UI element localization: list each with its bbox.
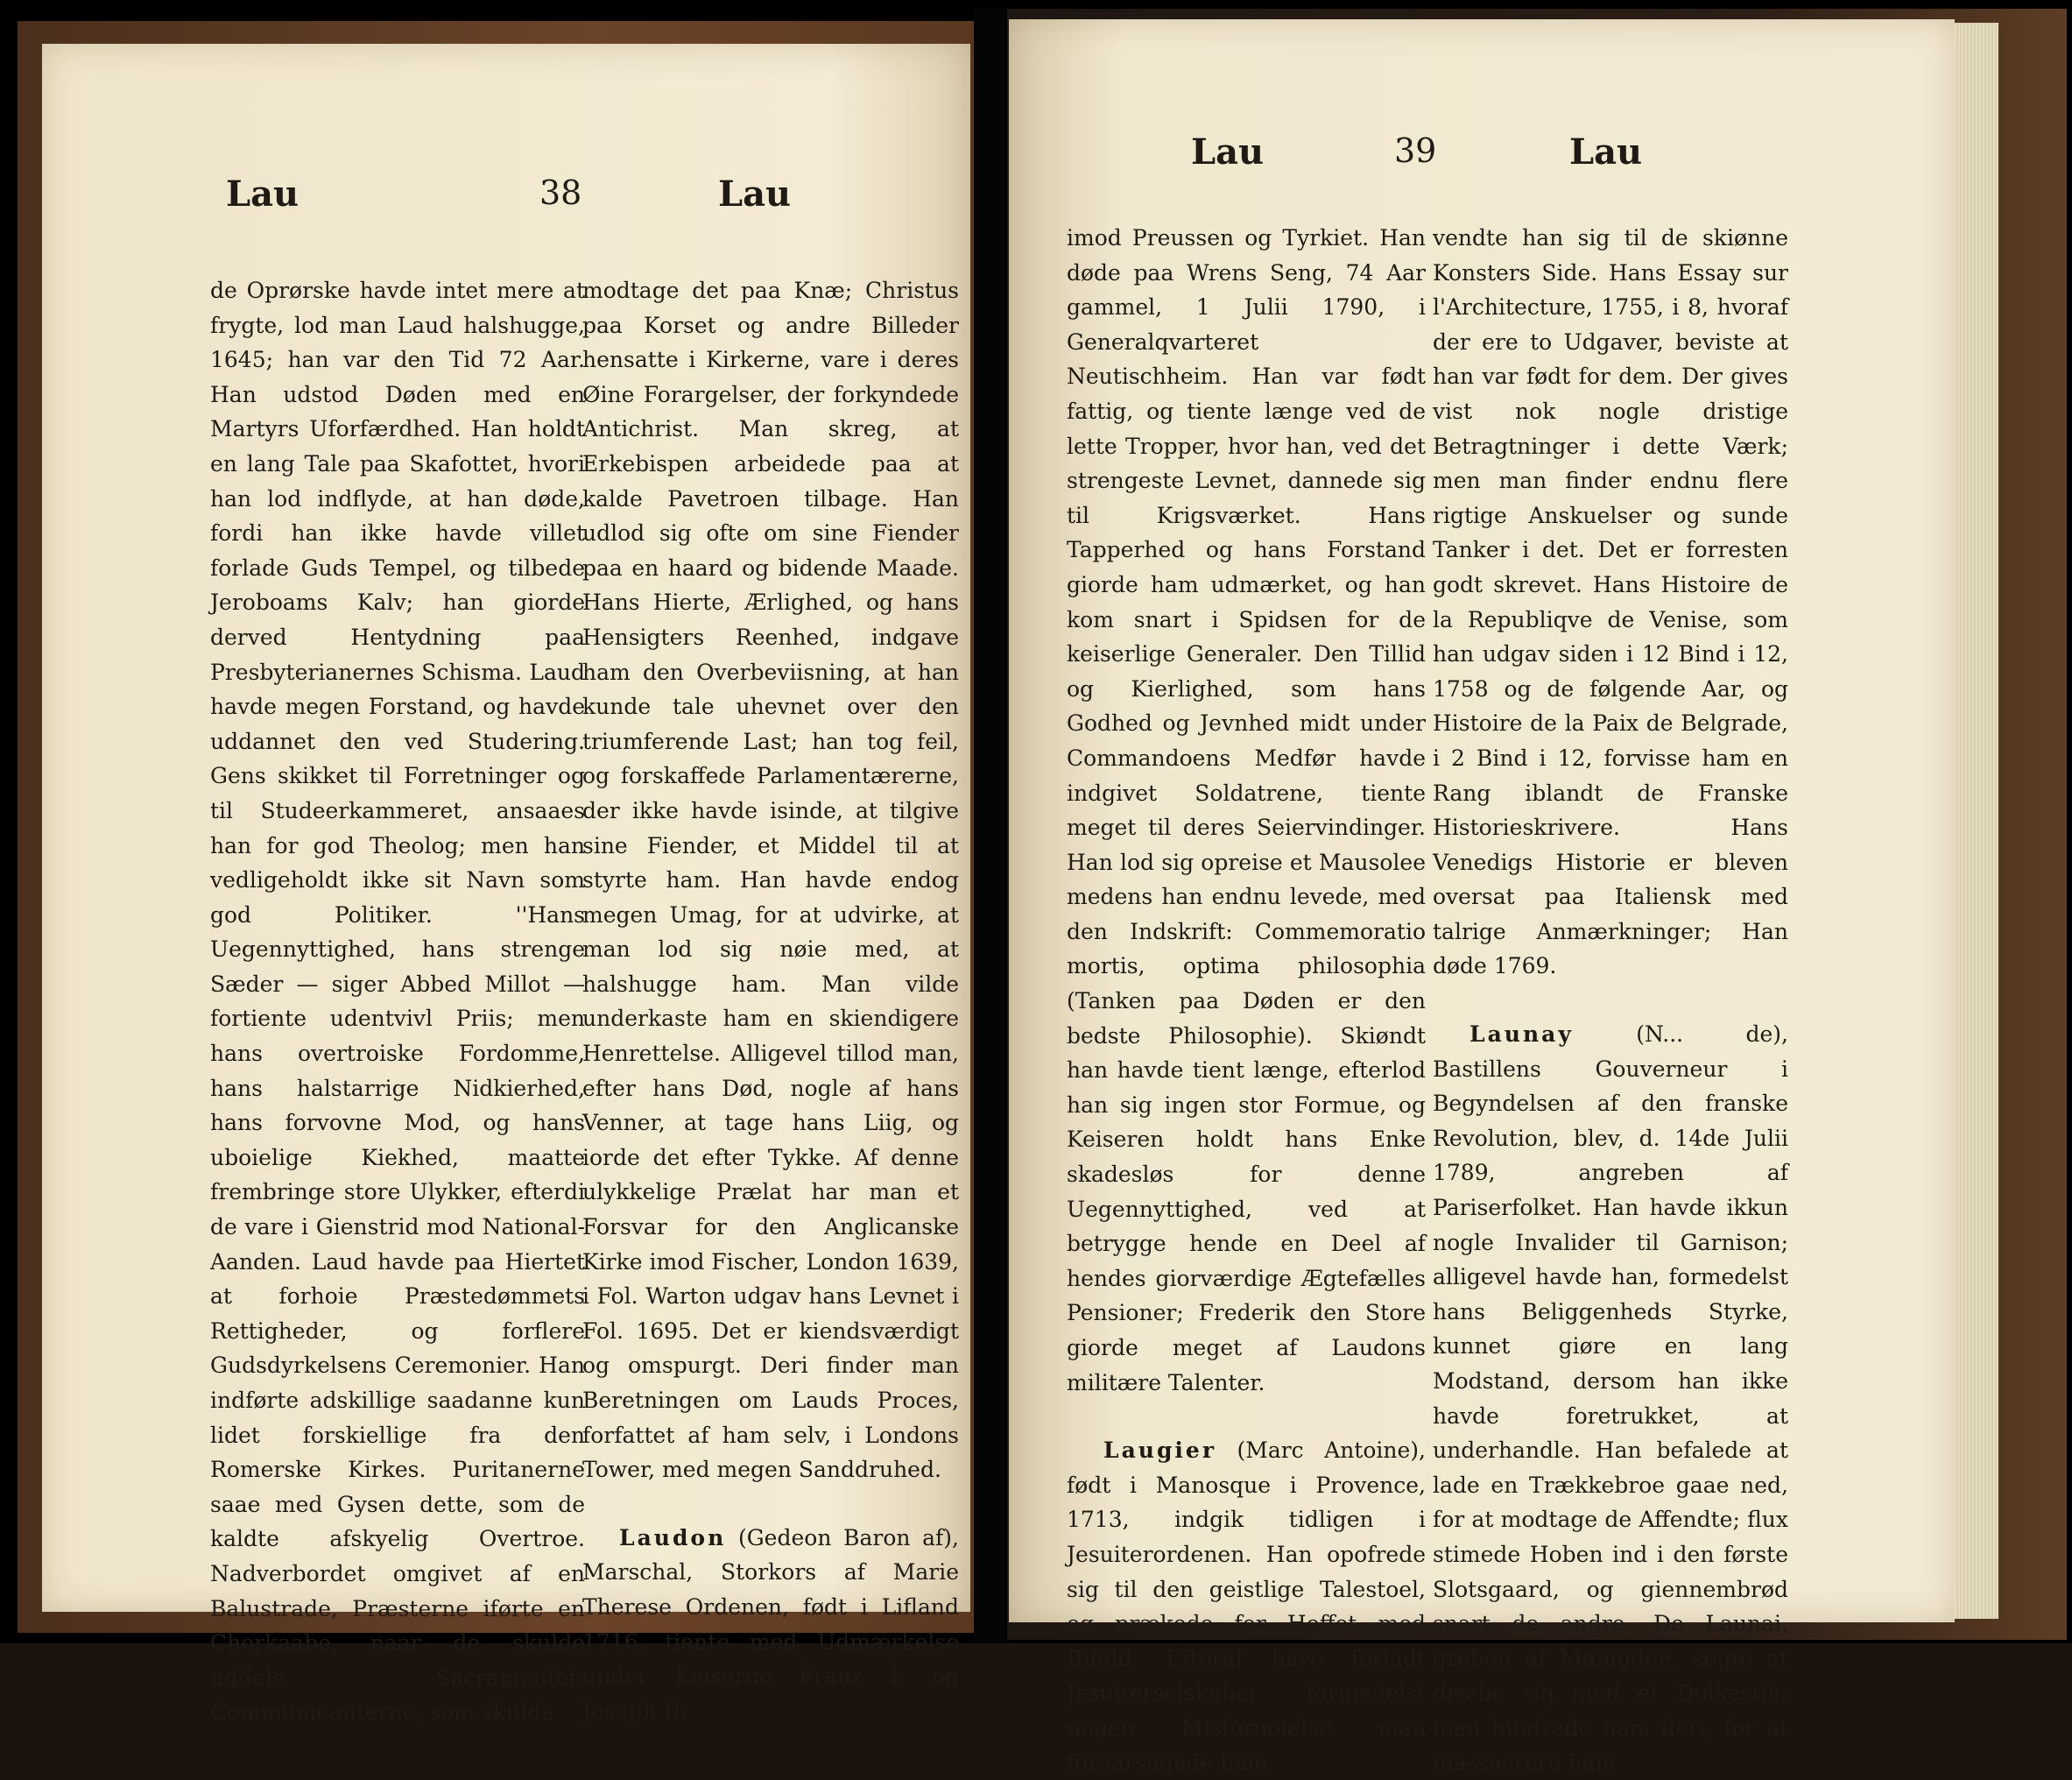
right-running-head-left: Lau xyxy=(1191,131,1265,173)
body-paragraph: vendte han sig til de skiønne Konsters Side. Hans Essay sur l'Architecture, 1755, i 8, hvoraf der ere to Udgaver, beviste at han var født for dem. Der gives vist nok nogle dristige Betragtninger i dette Værk; men man finder endnu flere rigtige Anskuelser og sunde Tanker i det. Det er forresten godt skrevet. Hans Histoire de la Republiqve de Venise, som han udgav siden i 12 Bind i 12, 1758 og de følgende Aar, og Histoire de la Paix de Belgrade, i 2 Bind i 12, forvisse ham en Rang iblandt de Franske Historieskrivere. Hans Venedigs Historie er bleven oversat paa Italiensk med talrige Anmærkninger; Han døde 1769. xyxy=(1433,225,1788,979)
left-page xyxy=(42,44,970,1726)
entry-headword: Laudon xyxy=(619,1524,727,1550)
right-running-head xyxy=(1009,131,1955,193)
right-page-column-1 xyxy=(1067,221,1426,1780)
left-page-number: 38 xyxy=(539,173,582,212)
entry-text: (N... de), Bastillens Gouverneur i Begyndelsen af den franske Revolution, blev, d. 14de Julii 1789, angreben af Pariserfolket. Han havde ikkun nogle Invalider til Garnison; alligevel havde han, formedelst hans Beliggenheds Styrke, kunnet giøre en lang Modstand, dersom han ikke havde foretrukket, at underhandle. Han befalede at lade en Trækkebroe gaae ned, for at modtage de Affendte; flux stimede Hoben ind i den første Slotsgaard, og giennembrød snart de andre. De Launai, greben af Mængden, søgte at dræbe sig med et Dolkestik; man hindrede ham deri, for at massacrere ham xyxy=(1433,1021,1788,1776)
dictionary-entry xyxy=(1433,1017,1788,1780)
body-paragraph: imod Preussen og Tyrkiet. Han døde paa Wrens Seng, 74 Aar gammel, 1 Julii 1790, i Generalqvarteret Neutischheim. Han var født fattig, og tiente længe ved de lette Tropper, hvor han, ved det strengeste Levnet, dannede sig til Krigsværket. Hans Tapperhed og hans Forstand giorde ham udmærket, og han kom snart i Spidsen for de keiserlige Generaler. Den Tillid og Kierlighed, som hans Godhed og Jevnhed midt under Commandoens Medfør havde indgivet Soldatrene, tiente meget til deres Seiervindinger. Han lod sig opreise et Mausolee medens han endnu levede, med den Indskrift: Commemoratio mortis, optima philosophia (Tanken paa Døden er den bedste Philosophie). Skiøndt han havde tient længe, efterlod han sig ingen stor Formue, og Keiseren holdt hans Enke skadesløs for denne Uegennyttighed, ved at betrygge hende en Deel af hendes giorværdige Ægtefælles Pensioner; Frederik den Store giorde meget af Laudons militære Talenter. xyxy=(1067,225,1426,1395)
dictionary-entry xyxy=(1067,1433,1426,1780)
entry-text: (Marc Antoine), født i Manosque i Provence, 1713, indgik tidligen i Jesuiterordenen. Han opofrede sig til den geistlige Talestoel, og prækede for Hoffet med Bifald. Efterat have forladt Jesuiterselskabet formedelst nogen Misfornoielse man foraarsagede ham, xyxy=(1067,1437,1426,1776)
left-running-head xyxy=(42,173,970,235)
right-page-number: 39 xyxy=(1394,131,1437,170)
entry-text: (Gedeon Baron af), Marschal, Storkors af Marie Therese Ordenen, født i Lifland 1716, tiente med Udmærkelse under Keiserne Franz I, og Joseph II, xyxy=(582,1524,959,1724)
right-page-column-2 xyxy=(1433,221,1788,1780)
body-paragraph: modtage det paa Knæ; Christus paa Korset og andre Billeder hensatte i Kirkerne, vare i deres Øine Forargelser, der forkyndede Antichrist. Man skreg, at Erkebispen arbeidede paa at kalde Pavetroen tilbage. Han udlod sig ofte om sine Fiender paa en haard og bidende Maade. Hans Hierte, Ærlighed, og hans Hensigters Reenhed, indgave ham den Overbeviisning, at han kunde tale uhevnet over den triumferende Last; han tog feil, og forskaffede Parlamentærerne, der ikke havde isinde, at tilgive sine Fiender, et Middel til at styrte ham. Han havde endog megen Umag, for at udvirke, at man lod sig nøie med, at halshugge ham. Man vilde underkaste ham en skiendigere Henrettelse. Alligevel tillod man, efter hans Død, nogle af hans Venner, at tage hans Liig, og iorde det efter Tykke. Af denne ulykkelige Prælat har man et Forsvar for den Anglicanske Kirke imod Fischer, London 1639, i Fol. Warton udgav hans Levnet i Fol. 1695. Det er kiendsværdigt og omspurgt. Deri finder man Beretningen om Lauds Proces, forfattet af ham selv, i Londons Tower, med megen Sanddruhed. xyxy=(582,278,959,1483)
right-page xyxy=(1009,19,1955,1776)
left-page-column-2 xyxy=(582,273,959,1728)
left-running-head-left: Lau xyxy=(226,173,300,215)
spine-gap xyxy=(974,9,1005,1643)
page-edges xyxy=(1955,23,1998,1619)
left-page-column-1 xyxy=(210,273,585,1730)
right-running-head-right: Lau xyxy=(1569,131,1643,173)
left-running-head-right: Lau xyxy=(718,173,792,215)
entry-headword: Laugier xyxy=(1103,1437,1217,1464)
entry-headword: Launay xyxy=(1469,1021,1574,1048)
dictionary-entry xyxy=(582,1521,959,1729)
body-paragraph: de Oprørske havde intet mere at frygte, lod man Laud halshugge, 1645; han var den Tid 72 Aar. Han udstod Døden med en Martyrs Uforfærdhed. Han holdt en lang Tale paa Skafottet, hvori han lod indflyde, at han døde, fordi han ikke havde villet forlade Guds Tempel, og tilbede Jeroboams Kalv; han giorde derved Hentydning paa Presbyterianernes Schisma. Laud havde megen Forstand, og havde uddannet den ved Studering. Gens skikket til Forretninger og til Studeerkammeret, ansaaes han for god Theolog; men han vedligeholdt ikke sit Navn som god Politiker. ''Hans Uegennyttighed, hans strenge Sæder — siger Abbed Millot — fortiente udentvivl Priis; men hans overtroiske Fordomme, hans halstarrige Nidkierhed, hans forvovne Mod, og hans uboielige Kiekhed, maatte frembringe store Ulykker, efterdi de vare i Gienstrid mod National-Aanden. Laud havde paa Hiertet at forhoie Præstedømmets Rettigheder, og forflere Gudsdyrkelsens Ceremonier. Han indførte adskillige saadanne kun lidet forskiellige fra den Romerske Kirkes. Puritanerne saae med Gysen dette, som de kaldte afskyelig Overtroe. Nadverbordet omgivet af en Balustrade, Præsterne iførte en Chorkaabe, naar de skulde uddele Sacramentet; Communicanterne, som skulde xyxy=(210,278,585,1726)
